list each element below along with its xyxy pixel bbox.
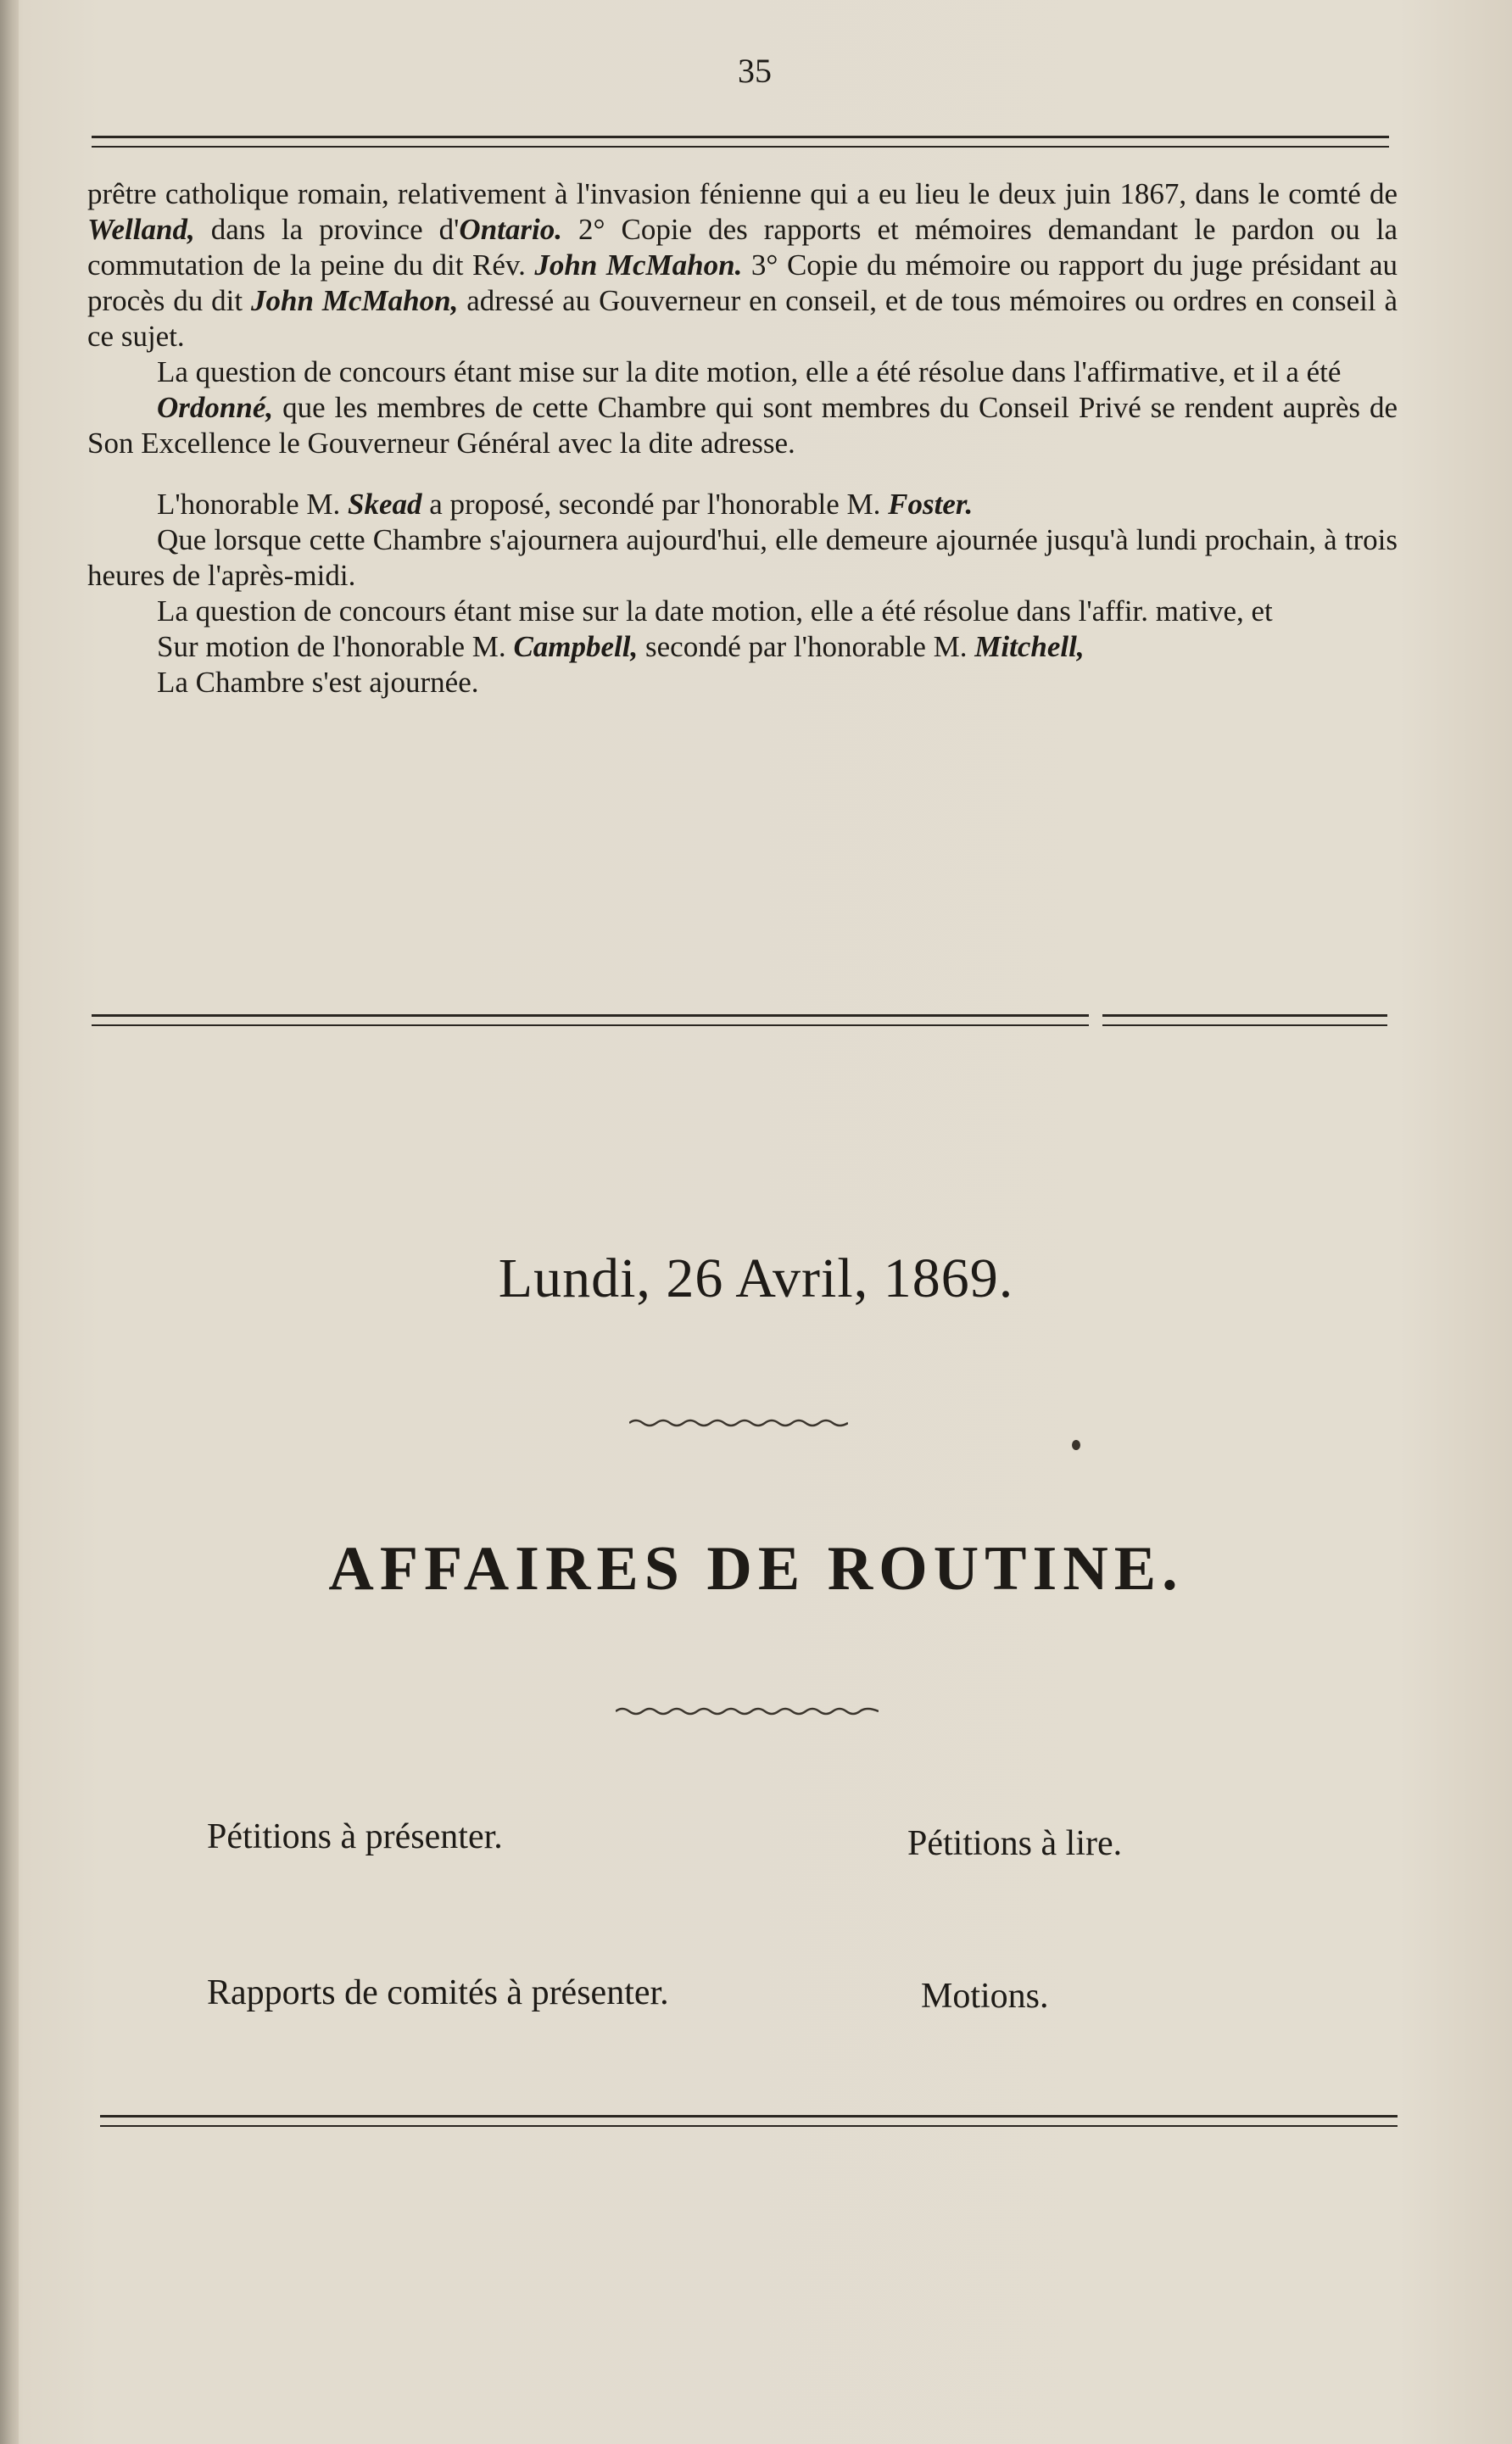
paragraph-text: 3° Copie du mémoire ou rapport du juge présidant au procès du dit: [87, 248, 1398, 317]
middle-double-rule-right: [1102, 1014, 1387, 1026]
page-binding-edge: [0, 0, 19, 2444]
paragraph: [87, 594, 1398, 629]
paragraph-text: adressé au Gouverneur en conseil, et de tous mémoires ou ordres en conseil à ce sujet.: [87, 284, 1398, 353]
paragraph-text: La Chambre s'est ajournée.: [157, 666, 479, 699]
italic-name-text: Welland,: [87, 213, 195, 246]
paragraph: [87, 176, 1398, 354]
paragraph: [87, 390, 1398, 461]
italic-name-text: Campbell,: [513, 630, 639, 663]
italic-name-text: Foster.: [888, 488, 974, 521]
paragraph-text: dans la province d': [194, 213, 460, 246]
italic-name-text: Mitchell,: [974, 630, 1085, 663]
italic-name-text: Ontario.: [459, 213, 562, 246]
ink-speck: [1072, 1440, 1080, 1450]
item-motions: Motions.: [921, 1977, 1049, 2016]
paragraph-text: que les membres de cette Chambre qui sont membres du Conseil Privé se rendent auprès de Son Excellence le Gouverneur Général avec la dite adresse.: [87, 391, 1398, 460]
paragraph: [87, 354, 1398, 390]
paragraph-text: La question de concours étant mise sur la dite motion, elle a été résolue dans l'affirmative, et il a été: [157, 355, 1342, 388]
paragraph-text: Sur motion de l'honorable M.: [157, 630, 514, 663]
main-text-block: [87, 176, 1398, 700]
bottom-double-rule: [100, 2115, 1398, 2127]
top-double-rule: [92, 136, 1389, 148]
ornamental-squiggle-2: [616, 1706, 879, 1716]
paragraph: [87, 487, 1398, 522]
italic-name-text: Skead: [348, 488, 422, 521]
item-petitions-to-present: Pétitions à présenter.: [207, 1817, 503, 1856]
paragraph: [87, 522, 1398, 594]
italic-name-text: John McMahon.: [534, 248, 743, 282]
paragraph-text: a proposé, secondé par l'honorable M.: [421, 488, 889, 521]
item-petitions-to-read: Pétitions à lire.: [907, 1824, 1123, 1863]
italic-name-text: John McMahon,: [251, 284, 459, 317]
paragraph: [87, 665, 1398, 700]
page-number: 35: [738, 52, 772, 90]
italic-name-text: Ordonné,: [157, 391, 274, 424]
paragraph: [87, 629, 1398, 665]
section-heading: AFFAIRES DE ROUTINE.: [328, 1534, 1184, 1604]
paragraph-text: 2° Copie des rapports et mémoires demandant le pardon ou la commutation de la peine du dit Rév.: [87, 213, 1398, 282]
date-heading: Lundi, 26 Avril, 1869.: [498, 1247, 1014, 1309]
paragraph-text: secondé par l'honorable M.: [638, 630, 975, 663]
paragraph-text: L'honorable M.: [157, 488, 349, 521]
item-committee-reports: Rapports de comités à présenter.: [207, 1973, 669, 2012]
ornamental-squiggle-1: [629, 1418, 848, 1428]
middle-double-rule-left: [92, 1014, 1089, 1026]
paragraph-text: La question de concours étant mise sur la date motion, elle a été résolue dans l'affir. mative, et: [157, 594, 1273, 628]
paragraph-text: prêtre catholique romain, relativement à l'invasion fénienne qui a eu lieu le deux juin 1867, dans le comté de: [87, 177, 1398, 210]
paragraph-text: Que lorsque cette Chambre s'ajournera aujourd'hui, elle demeure ajournée jusqu'à lundi prochain, à trois heures de l'après-midi.: [87, 523, 1398, 592]
